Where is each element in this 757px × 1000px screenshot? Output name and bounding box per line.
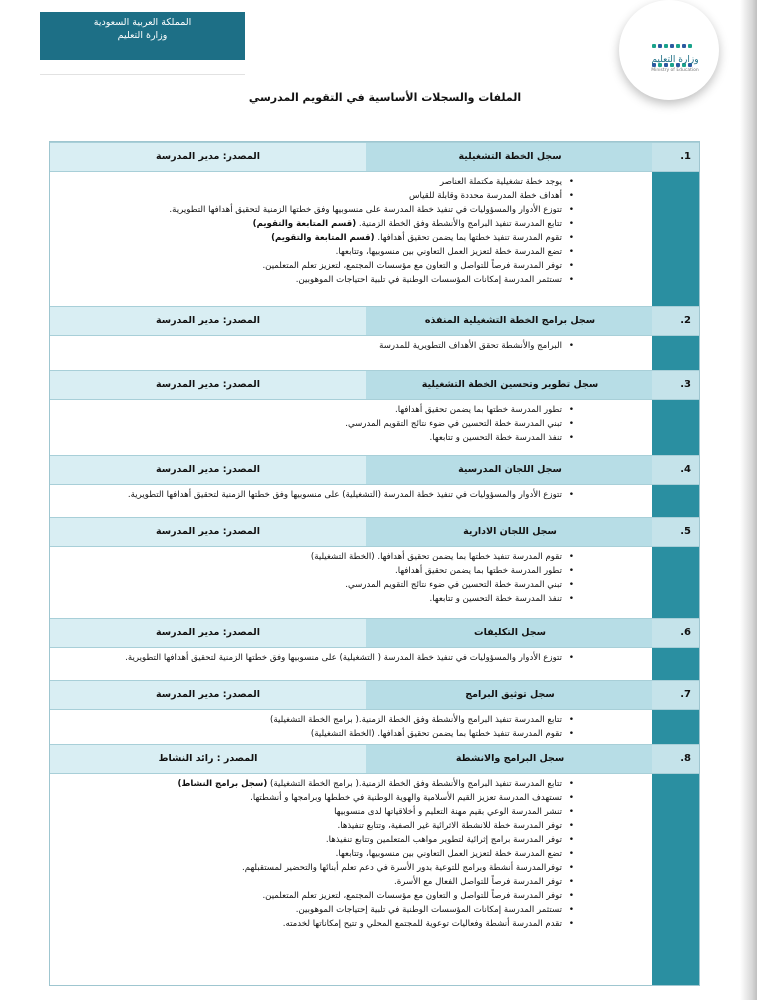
criteria-item [56, 175, 562, 189]
criteria-text: تطور المدرسة خطتها بما يضمن تحقيق أهدافها. [394, 405, 562, 415]
section-number: .7 [652, 680, 699, 710]
criteria-text: توفر المدرسة خطة للانشطة الاثرائية غير الصفية، وتتابع تنفيذها. [337, 821, 562, 831]
section-header [50, 455, 654, 485]
ministry-label: وزارة التعليم [117, 30, 168, 41]
section-body [50, 336, 654, 369]
logo-english-text: Ministry of Education [651, 68, 699, 73]
criteria-list [56, 339, 574, 353]
section-source: المصدر: مدير المدرسة [50, 307, 366, 335]
section-header [50, 517, 654, 547]
section-header [50, 680, 654, 710]
section-body [50, 172, 654, 305]
criteria-item [56, 231, 562, 245]
section-number: .2 [652, 306, 699, 336]
criteria-department: (قسم المتابعة والتقويم) [252, 219, 357, 229]
criteria-list [56, 175, 574, 287]
criteria-item [56, 488, 562, 502]
criteria-text: توفرالمدرسة أنشطة وبرامج للتوعية بدور الأسرة في دعم تعلم أبنائها والتحضير لمستقبلهم. [242, 863, 562, 873]
criteria-text: تتابع المدرسة تنفيذ البرامج والأنشطة وفق الخطة الزمنية. [358, 219, 562, 229]
criteria-item [56, 651, 562, 665]
criteria-item [56, 592, 562, 606]
criteria-item [56, 847, 562, 861]
criteria-text: توفر المدرسة برامج إثرائية لتطوير مواهب المتعلمين وتتابع تنفيذها. [325, 835, 562, 845]
criteria-text: البرامج والأنشطة تحقق الأهداف التطويرية للمدرسة [379, 341, 562, 351]
criteria-text: تنفذ المدرسة خطة التحسين و تتابعها. [429, 433, 562, 443]
banner-strip [40, 60, 245, 75]
section-source: المصدر: مدير المدرسة [50, 143, 366, 171]
criteria-text: تبني المدرسة خطة التحسين في ضوء نتائج التقويم المدرسي. [345, 580, 562, 590]
criteria-list [56, 403, 574, 445]
criteria-item [56, 777, 562, 791]
section-source: المصدر: مدير المدرسة [50, 619, 366, 647]
criteria-item [56, 578, 562, 592]
criteria-text: تطور المدرسة خطتها بما يضمن تحقيق أهدافها. [394, 566, 562, 576]
section-header [50, 370, 654, 400]
criteria-item [56, 417, 562, 431]
section-body [50, 710, 654, 743]
criteria-text: تتابع المدرسة تنفيذ البرامج والأنشطة وفق الخطة الزمنية.( برامج الخطة التشغيلية) [270, 779, 562, 789]
logo-arabic-text: وزارة التعليم [651, 55, 699, 65]
criteria-list [56, 550, 574, 606]
criteria-text: تقوم المدرسة تنفيذ خطتها بما يضمن تحقيق أهدافها. (الخطة التشغيلية) [310, 552, 562, 562]
criteria-item [56, 903, 562, 917]
section-source: المصدر: مدير المدرسة [50, 456, 366, 484]
section-title: سجل البرامج والانشطة [366, 745, 654, 773]
criteria-item [56, 713, 562, 727]
criteria-text: يوجد خطة تشغيلية مكتملة العناصر [439, 177, 562, 187]
criteria-text: تنشر المدرسة الوعي بقيم مهنة التعليم و أخلاقياتها لدى منسوبيها [334, 807, 562, 817]
section-source: المصدر: مدير المدرسة [50, 518, 366, 546]
criteria-text: تبني المدرسة خطة التحسين في ضوء نتائج التقويم المدرسي. [345, 419, 562, 429]
criteria-text: تتوزع الأدوار والمسؤوليات في تنفيذ خطة المدرسة على منسوبيها وفق خطتها الزمنية لتحقيق أهدافها التطويرية. [169, 205, 562, 215]
criteria-text: تستهدف المدرسة تعزيز القيم الأسلامية والهوية الوطنية في خططها وبرامجها و أنشطتها. [250, 793, 562, 803]
criteria-text: توفر المدرسة فرصاً للتواصل و التعاون مع مؤسسات المجتمع، لتعزيز تعلم المتعلمين. [262, 261, 562, 271]
criteria-text: تستثمر المدرسة إمكانات المؤسسات الوطنية في تلبية احتياجات الموهوبين. [295, 275, 562, 285]
criteria-list [56, 651, 574, 665]
criteria-text: تتوزع الأدوار والمسؤوليات في تنفيذ خطة المدرسة (التشغيلية) على منسوبيها وفق خطتها الزمنية لتحقيق أهدافها التطويرية. [127, 490, 562, 500]
criteria-item [56, 833, 562, 847]
criteria-item [56, 875, 562, 889]
criteria-text: تنفذ المدرسة خطة التحسين و تتابعها. [429, 594, 562, 604]
criteria-text: تتابع المدرسة تنفيذ البرامج والأنشطة وفق الخطة الزمنية.( برامج الخطة التشغيلية) [270, 715, 562, 725]
document-title: الملفات والسجلات الأساسية في التقويم المدرسي [248, 91, 522, 104]
section-number: .5 [652, 517, 699, 547]
section-title: سجل اللجان المدرسية [366, 456, 654, 484]
criteria-item [56, 819, 562, 833]
section-number: .1 [652, 142, 699, 172]
records-table [49, 141, 700, 986]
criteria-list [56, 777, 574, 931]
section-header [50, 306, 654, 336]
criteria-item [56, 805, 562, 819]
criteria-item [56, 403, 562, 417]
section-header [50, 744, 654, 774]
section-title: سجل اللجان الادارية [366, 518, 654, 546]
criteria-item [56, 889, 562, 903]
criteria-text: تستثمر المدرسة إمكانات المؤسسات الوطنية في تلبية إحتياجات الموهوبين. [295, 905, 562, 915]
criteria-text: توفر المدرسة فرصاً للتواصل و التعاون مع مؤسسات المجتمع، لتعزيز تعلم المتعلمين. [262, 891, 562, 901]
number-column [652, 142, 699, 985]
criteria-item [56, 564, 562, 578]
criteria-item [56, 550, 562, 564]
section-source: المصدر : رائد النشاط [50, 745, 366, 773]
criteria-text: أهداف خطة المدرسة محددة وقابلة للقياس [408, 191, 562, 201]
section-title: سجل الخطة التشغيلية [366, 143, 654, 171]
section-number: .6 [652, 618, 699, 648]
criteria-text: تقوم المدرسة تنفيذ خطتها بما يضمن تحقيق أهدافها. [377, 233, 562, 243]
criteria-item [56, 339, 562, 353]
criteria-item [56, 861, 562, 875]
criteria-item [56, 217, 562, 231]
section-source: المصدر: مدير المدرسة [50, 681, 366, 709]
criteria-text: تضع المدرسة خطة لتعزيز العمل التعاوني بين منسوبيها، وتتابعها. [335, 247, 562, 257]
criteria-item [56, 431, 562, 445]
criteria-department: (سجل برامج النشاط) [177, 779, 268, 789]
criteria-item [56, 203, 562, 217]
criteria-item [56, 259, 562, 273]
criteria-text: توفر المدرسة فرصاً للتواصل الفعال مع الأسرة. [394, 877, 562, 887]
section-body [50, 648, 654, 679]
section-body [50, 774, 654, 944]
criteria-text: تقوم المدرسة تنفيذ خطتها بما يضمن تحقيق أهدافها. (الخطة التشغيلية) [310, 729, 562, 739]
section-header [50, 142, 654, 172]
section-title: سجل التكليفات [366, 619, 654, 647]
criteria-text: تقدم المدرسة أنشطة وفعاليات توعوية للمجتمع المحلي و تتيح إمكاناتها لخدمته. [282, 919, 562, 929]
section-header [50, 618, 654, 648]
section-body [50, 485, 654, 516]
criteria-item [56, 917, 562, 931]
section-title: سجل توثيق البرامج [366, 681, 654, 709]
section-number: .3 [652, 370, 699, 400]
criteria-item [56, 273, 562, 287]
criteria-list [56, 488, 574, 502]
criteria-item [56, 245, 562, 259]
section-title: سجل برامج الخطة التشغيلية المنفذه [366, 307, 654, 335]
criteria-item [56, 727, 562, 741]
kingdom-label: المملكة العربية السعودية [93, 17, 192, 28]
criteria-list [56, 713, 574, 741]
section-title: سجل تطوير وتحسين الخطة التشغيلية [366, 371, 654, 399]
section-body [50, 400, 654, 454]
criteria-text: تتوزع الأدوار والمسؤوليات في تنفيذ خطة المدرسة ( التشغيلية) على منسوبيها وفق خطتها الزمنية لتحقيق أهدافها التطويرية. [125, 653, 562, 663]
criteria-item [56, 189, 562, 203]
section-source: المصدر: مدير المدرسة [50, 371, 366, 399]
section-number: .8 [652, 744, 699, 774]
section-number: .4 [652, 455, 699, 485]
criteria-department: (قسم المتابعة والتقويم) [271, 233, 375, 243]
criteria-item [56, 791, 562, 805]
section-body [50, 547, 654, 617]
criteria-text: تضع المدرسة خطة لتعزيز العمل التعاوني بين منسوبيها، وتتابعها. [335, 849, 562, 859]
header-banner [40, 12, 245, 60]
ministry-logo-icon [651, 34, 697, 50]
